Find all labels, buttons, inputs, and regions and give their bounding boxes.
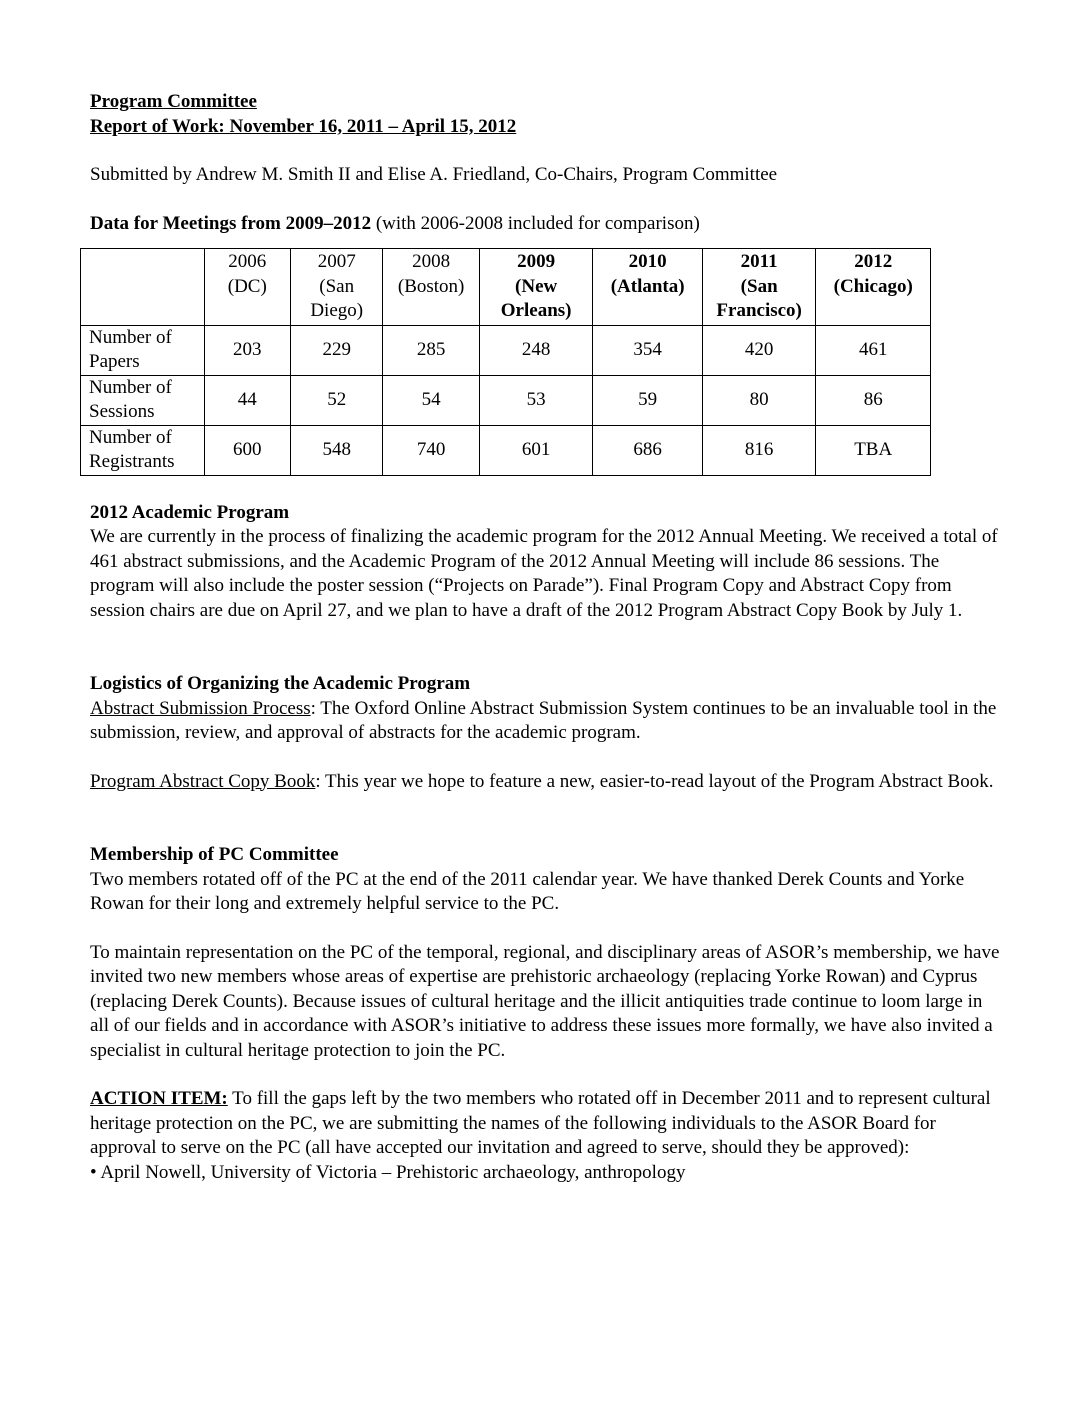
- table-corner-cell: [81, 249, 205, 326]
- table-cell: 816: [702, 425, 816, 475]
- logistics-paragraph-2: [90, 770, 1000, 795]
- action-item-paragraph: [90, 1087, 1000, 1161]
- column-header: [204, 249, 290, 326]
- table-cell: 548: [290, 425, 382, 475]
- data-section-note: (with 2006-2008 included for comparison): [371, 212, 700, 234]
- membership-heading: Membership of PC Committee: [90, 844, 339, 865]
- copy-book-label: Program Abstract Copy Book: [90, 770, 316, 792]
- column-year: 2008: [412, 251, 451, 272]
- table-cell: 52: [290, 375, 382, 425]
- column-city: (San Diego): [310, 275, 364, 321]
- column-year: 2009: [517, 251, 556, 272]
- table-header-row: [81, 249, 931, 326]
- column-city: (Atlanta): [610, 275, 685, 297]
- column-year: 2012: [854, 251, 893, 272]
- table-cell: 354: [593, 325, 703, 375]
- action-item-label: ACTION ITEM:: [90, 1088, 228, 1109]
- academic-program-heading: 2012 Academic Program: [90, 501, 290, 523]
- logistics-heading: Logistics of Organizing the Academic Program: [90, 673, 471, 694]
- column-header: [702, 249, 816, 326]
- column-header: [479, 249, 593, 326]
- column-year: 2011: [740, 251, 778, 272]
- table-row: [81, 325, 931, 375]
- column-city: (Chicago): [833, 275, 913, 297]
- document-page: [90, 90, 1000, 1185]
- table-cell: 229: [290, 325, 382, 375]
- submitted-by: Submitted by Andrew M. Smith II and Elise A. Friedland, Co-Chairs, Program Committee: [90, 164, 778, 185]
- table-row: [81, 425, 931, 475]
- document-subtitle: Report of Work: November 16, 2011 – April 15, 2012: [90, 115, 517, 137]
- table-cell: 80: [702, 375, 816, 425]
- abstract-submission-text: : The Oxford Online Abstract Submission System continues to be an invaluable tool in the submission, review, and approval of abstracts for the academic program.: [90, 697, 997, 743]
- table-cell: 601: [479, 425, 593, 475]
- logistics-paragraph-1: [90, 697, 1000, 746]
- membership-paragraph-1: Two members rotated off of the PC at the end of the 2011 calendar year. We have thanked Derek Counts and Yorke Rowan for their long and extremely helpful service to the PC.: [90, 868, 965, 914]
- column-header: [290, 249, 382, 326]
- column-city: (San Francisco): [716, 275, 802, 321]
- column-header: [816, 249, 931, 326]
- academic-program-body: We are currently in the process of finalizing the academic program for the 2012 Annual Meeting. We received a total of 461 abstract submissions, and the Academic Program of the 2012 Annual Meeting will include 86 sessions. The program will also include the poster session (“Projects on Parade”). Final Program Copy and Abstract Copy from session chairs are due on April 27, and we plan to have a draft of the 2012 Program Abstract Copy Book by July 1.: [90, 526, 998, 621]
- table-cell: 54: [383, 375, 479, 425]
- table-cell: 740: [383, 425, 479, 475]
- membership-paragraph-2: To maintain representation on the PC of the temporal, regional, and disciplinary areas of ASOR’s membership, we have invited two new members whose areas of expertise are prehistoric archaeology (replacing Yorke Rowan) and Cyprus (replacing Derek Counts). Because issues of cultural heritage and the illicit antiquities trade continue to loom large in all of our fields and in accordance with ASOR’s initiative to address these issues more formally, we have also invited a specialist in cultural heritage protection to join the PC.: [90, 941, 1000, 1061]
- table-row: [81, 375, 931, 425]
- column-city: (DC): [227, 275, 267, 297]
- column-city: (Boston): [397, 275, 465, 297]
- row-label: Number of Papers: [81, 325, 205, 375]
- table-cell: 686: [593, 425, 703, 475]
- column-year: 2010: [628, 251, 667, 272]
- table-cell: 203: [204, 325, 290, 375]
- column-year: 2007: [317, 251, 356, 272]
- table-cell: 420: [702, 325, 816, 375]
- column-header: [383, 249, 479, 326]
- copy-book-text: : This year we hope to feature a new, easier-to-read layout of the Program Abstract Book.: [315, 770, 994, 792]
- table-cell: 600: [204, 425, 290, 475]
- abstract-submission-label: Abstract Submission Process: [90, 697, 311, 719]
- table-cell: 285: [383, 325, 479, 375]
- table-cell: 248: [479, 325, 593, 375]
- action-item-text: To fill the gaps left by the two members who rotated off in December 2011 and to represent cultural heritage protection on the PC, we are submitting the names of the following individuals to the ASOR Board for approval to serve on the PC (all have accepted our invitation and agreed to serve, should they be approved):: [90, 1088, 991, 1158]
- document-title: Program Committee: [90, 91, 257, 112]
- row-label: Number of Registrants: [81, 425, 205, 475]
- bullet-item: • April Nowell, University of Victoria – Prehistoric archaeology, anthropology: [90, 1161, 686, 1183]
- table-cell: 53: [479, 375, 593, 425]
- table-cell: 44: [204, 375, 290, 425]
- meetings-table: [80, 248, 931, 476]
- data-section-title: Data for Meetings from 2009–2012: [90, 212, 372, 234]
- table-cell: 461: [816, 325, 931, 375]
- column-year: 2006: [228, 251, 267, 272]
- column-header: [593, 249, 703, 326]
- table-cell: 59: [593, 375, 703, 425]
- data-section-heading: [90, 212, 1000, 237]
- column-city: (New Orleans): [500, 275, 572, 321]
- table-cell: 86: [816, 375, 931, 425]
- row-label: Number of Sessions: [81, 375, 205, 425]
- table-cell: TBA: [816, 425, 931, 475]
